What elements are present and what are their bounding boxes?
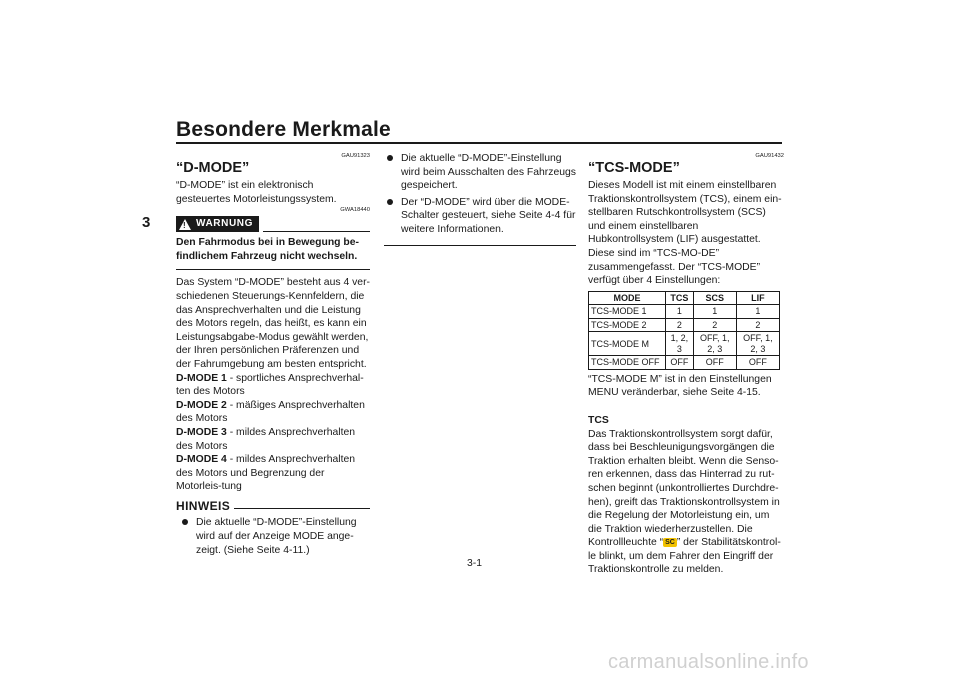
sc-indicator-icon: SC — [665, 539, 675, 547]
warning-badge — [176, 216, 259, 232]
note-bullet — [384, 152, 576, 193]
warning-label: WARNUNG — [196, 218, 253, 230]
table-header-row — [589, 291, 780, 305]
tcs-subheading: TCS — [588, 414, 609, 426]
note-text: Die aktuelle “D-MODE”-Einstellung wird auf der Anzeige MODE ange-zeigt. (Siehe Seite 4-11.) — [196, 517, 357, 556]
column-header: MODE — [589, 291, 666, 305]
table-cell: OFF, 1, 2, 3 — [736, 332, 779, 356]
tcs-description — [588, 428, 784, 578]
bullet-dot-icon — [387, 155, 393, 161]
mode-name: D-MODE 3 — [176, 426, 227, 438]
table-cell: OFF — [736, 356, 779, 370]
d-mode-body: Das System “D-MODE” besteht aus 4 ver-schiedenen Steuerungs-Kennfeldern, die das Ansprechverhalten und die Leistung des Motors regeln, das heißt, es kann ein Leistungsabgabe-Modus gewählt werden, der Ihren persönlichen Präferenzen und der Fahrumgebung am besten entspricht. — [176, 277, 371, 370]
mode-desc: - sportliches Ansprechverhal-ten des Motors — [176, 372, 364, 398]
warning-rule — [263, 231, 370, 232]
warning-text: Den Fahrmodus bei in Bewegung be-findlichem Fahrzeug nicht wechseln. — [176, 236, 370, 270]
warning-triangle-icon: ! — [179, 219, 191, 230]
table-cell: 2 — [693, 318, 736, 332]
section-code: GAU91323 — [341, 153, 370, 159]
d-mode-intro: “D-MODE” ist ein elektronisch gesteuertes Motorleistungssystem. — [176, 180, 337, 205]
table-row — [589, 356, 780, 370]
table-row — [589, 305, 780, 319]
watermark: carmanualsonline.info — [608, 651, 809, 673]
bullet-dot-icon — [387, 199, 393, 205]
table-row — [589, 332, 780, 356]
title-rule — [176, 142, 782, 144]
table-cell: TCS-MODE OFF — [589, 356, 666, 370]
mode-item — [176, 399, 370, 426]
note-text: Der “D-MODE” wird über die MODE-Schalter gesteuert, siehe Seite 4-4 für weitere Informationen. — [401, 196, 576, 235]
table-cell: TCS-MODE M — [589, 332, 666, 356]
table-row — [589, 318, 780, 332]
mode-desc: - mäßiges Ansprechverhalten des Motors — [176, 399, 365, 425]
table-cell: 2 — [666, 318, 694, 332]
mode-name: D-MODE 1 — [176, 372, 227, 384]
table-cell: 2 — [736, 318, 779, 332]
note-header — [176, 500, 370, 514]
section-heading-tcs-mode: “TCS-MODE” — [588, 160, 680, 176]
table-cell: 1 — [666, 305, 694, 319]
page-number: 3-1 — [467, 558, 483, 569]
mode-name: D-MODE 2 — [176, 399, 227, 411]
page-title: Besondere Merkmale — [176, 118, 391, 141]
table-cell: OFF — [693, 356, 736, 370]
mode-item — [176, 426, 370, 453]
column-header: LIF — [736, 291, 779, 305]
mode-desc: - mildes Ansprechverhalten des Motors — [176, 426, 356, 452]
note-rule — [234, 508, 370, 509]
note-label: HINWEIS — [176, 498, 231, 513]
bullet-dot-icon — [182, 519, 188, 525]
section-code: GAU91432 — [755, 153, 784, 159]
table-cell: 1, 2, 3 — [666, 332, 694, 356]
tcs-text-part1: Das Traktionskontrollsystem sorgt dafür, dass bei Beschleunigungsvorgängen die Traktion erhalten bleibt. Wenn die Senso-ren erkennen, dass das Hinterrad zu rut-schen beginnt (unkontrolliertes Durchdre-hen), greift das Traktionskontrollsystem in die Regelung der Motorleistung ein, um die Traktion wiederherzustellen. Die Kontrollleuchte “ — [588, 428, 780, 549]
table-cell: 1 — [736, 305, 779, 319]
tcs-mode-note: “TCS-MODE M” ist in den Einstellungen MENU veränderbar, siehe Seite 4-15. — [588, 373, 772, 399]
column-header: SCS — [693, 291, 736, 305]
mode-item — [176, 453, 370, 494]
chapter-number: 3 — [142, 214, 151, 231]
column-header: TCS — [666, 291, 694, 305]
tcs-text-part2: ” der Stabilitätskontrol-le blinkt, um dem Fahrer den Eingriff der Traktionskontrolle zu melden. — [588, 537, 781, 576]
note-bullet — [176, 516, 370, 557]
mode-name: D-MODE 4 — [176, 454, 227, 466]
table-cell: TCS-MODE 2 — [589, 318, 666, 332]
tcs-mode-table — [588, 291, 780, 370]
table-cell: OFF, 1, 2, 3 — [693, 332, 736, 356]
note-text: Die aktuelle “D-MODE”-Einstellung wird beim Ausschalten des Fahrzeugs gespeichert. — [401, 153, 576, 192]
column-middle — [384, 152, 576, 246]
mode-item — [176, 372, 370, 399]
note-end-rule — [384, 245, 576, 246]
warning-header — [176, 216, 370, 232]
mode-desc: - mildes Ansprechverhalten des Motors und Begrenzung der Motorleis-tung — [176, 454, 356, 493]
table-cell: TCS-MODE 1 — [589, 305, 666, 319]
section-heading-d-mode: “D-MODE” — [176, 160, 250, 176]
column-left — [176, 152, 370, 557]
column-right — [588, 152, 784, 577]
warning-code: GWA18440 — [340, 207, 370, 214]
tcs-mode-intro: Dieses Modell ist mit einem einstellbaren Traktionskontrollsystem (TCS), einem ein-stellbaren Rutschkontrollsystem (SCS) und einem einstellbaren Hubkontrollsystem (LIF) ausgestattet. Diese sind im “TCS-MO-DE” zusammengefasst. Der “TCS-MODE” verfügt über 4 Einstellungen: — [588, 180, 782, 287]
table-cell: OFF — [666, 356, 694, 370]
table-cell: 1 — [693, 305, 736, 319]
note-bullet — [384, 196, 576, 237]
